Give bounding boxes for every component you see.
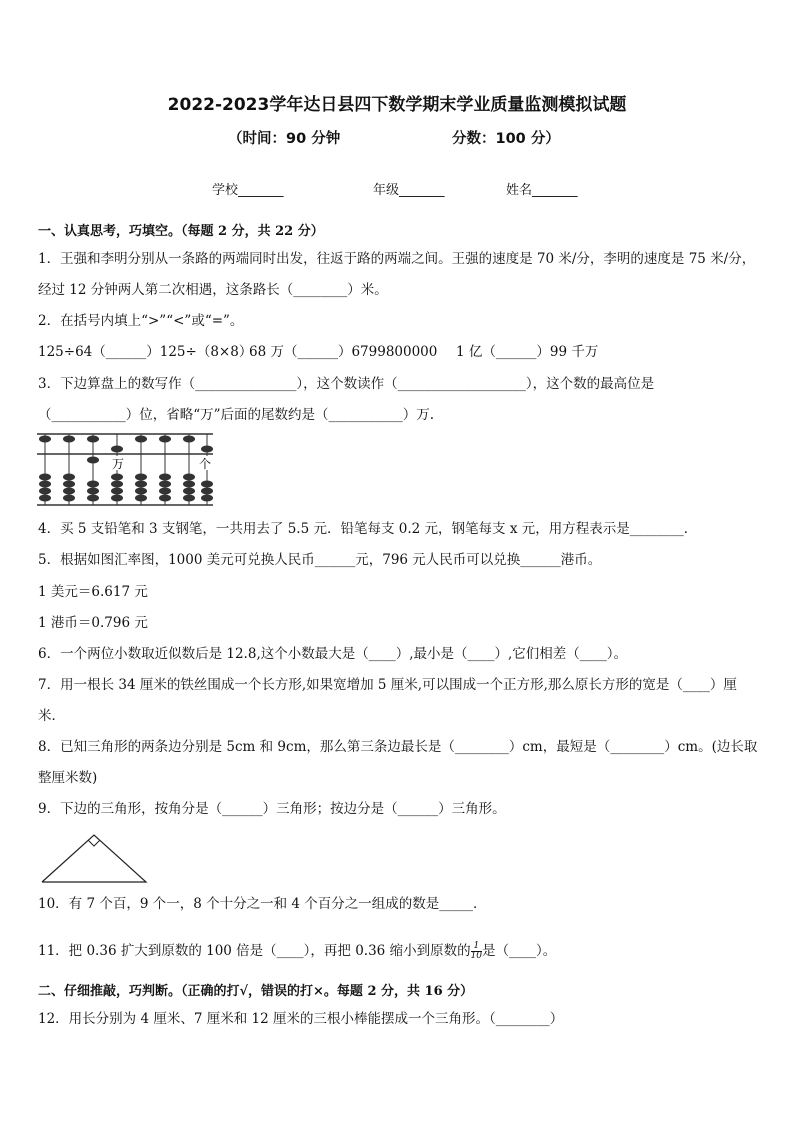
- school-field: 学校_______: [212, 183, 284, 198]
- q4: 4．买 5 支铅笔和 3 支钢笔，一共用去了 5.5 元．铅笔每支 0.2 元，钢笔每支 x 元，用方程表示是________．: [38, 521, 698, 537]
- q1-line2: 经过 12 分钟两人第二次相遇，这条路长（________）米。: [38, 282, 388, 298]
- q2-line1: 2．在括号内填上“>”“<”或“=”。: [38, 313, 244, 329]
- page-title: 2022-2023学年达日县四下数学期末学业质量监测模拟试题: [167, 95, 627, 115]
- section1-heading: 一、认真思考，巧填空。（每题 2 分，共 22 分）: [38, 224, 324, 239]
- q6: 6．一个两位小数取近似数后是 12.8,这个小数最大是（____）,最小是（____）,它们相差（____）。: [38, 646, 628, 662]
- q5-rate2: 1 港币＝0.796 元: [38, 615, 148, 631]
- q11-fraction-numerator: 1: [471, 942, 482, 952]
- abacus-wan-label: 万: [111, 457, 125, 471]
- q3-line1: 3．下边算盘上的数写作（_______________），这个数读作（___________________），这个数的最高位是: [38, 376, 655, 392]
- q5-line1: 5．根据如图汇率图，1000 美元可兑换人民币______元，796 元人民币可以兑换______港币。: [38, 552, 602, 568]
- q7-line2: 米．: [38, 708, 65, 724]
- abacus-figure: [37, 432, 215, 508]
- time-info: （时间：90 分钟: [228, 131, 341, 147]
- q9: 9．下边的三角形，按角分是（______）三角形；按边分是（______）三角形。: [38, 801, 506, 817]
- q2-b: 68 万（______）6799800000: [249, 344, 438, 360]
- q5-rate1: 1 美元＝6.617 元: [38, 584, 148, 600]
- q1-line1: 1．王强和李明分别从一条路的两端同时出发，往返于路的两端之间。王强的速度是 70 米/分，李明的速度是 75 米/分，: [38, 251, 756, 267]
- q11-part-a: 11．把 0.36 扩大到原数的 100 倍是（____）: [38, 943, 311, 959]
- q8-line1: 8．已知三角形的两条边分别是 5cm 和 9cm，那么第三条边最长是（________）cm，最短是（________）cm。(边长取: [38, 739, 758, 755]
- q11-part-c: 是（____）。: [482, 943, 557, 959]
- grade-field: 年级_______: [373, 183, 445, 198]
- q12: 12．用长分别为 4 厘米、7 厘米和 12 厘米的三根小棒能摆成一个三角形。（________）: [38, 1011, 564, 1027]
- q2-a: 125÷64（______）125÷（8×8）: [38, 344, 253, 360]
- q11: [38, 942, 556, 961]
- q11-fraction-denominator: 10: [470, 951, 483, 961]
- q11-fraction: [471, 942, 482, 961]
- triangle-figure: [40, 832, 150, 888]
- q11-part-b: ，再把 0.36 缩小到原数的: [310, 943, 471, 959]
- q8-line2: 整厘米数): [38, 770, 98, 786]
- score-info: 分数：100 分）: [452, 131, 560, 147]
- section2-heading: 二、仔细推敲，巧判断。（正确的打√，错误的打×。每题 2 分，共 16 分）: [38, 984, 474, 999]
- q7-line1: 7．用一根长 34 厘米的铁丝围成一个长方形,如果宽增加 5 厘米,可以围成一个正方形,那么原长方形的宽是（____）厘: [38, 677, 737, 693]
- abacus-ge-label: 个: [198, 457, 212, 471]
- name-field: 姓名_______: [506, 183, 578, 198]
- q2-c: 1 亿（______）99 千万: [456, 344, 599, 360]
- q3-line2: （___________）位，省略“万”后面的尾数约是（___________）万.: [38, 407, 435, 423]
- q10: 10．有 7 个百，9 个一，8 个十分之一和 4 个百分之一组成的数是_____．: [38, 896, 487, 912]
